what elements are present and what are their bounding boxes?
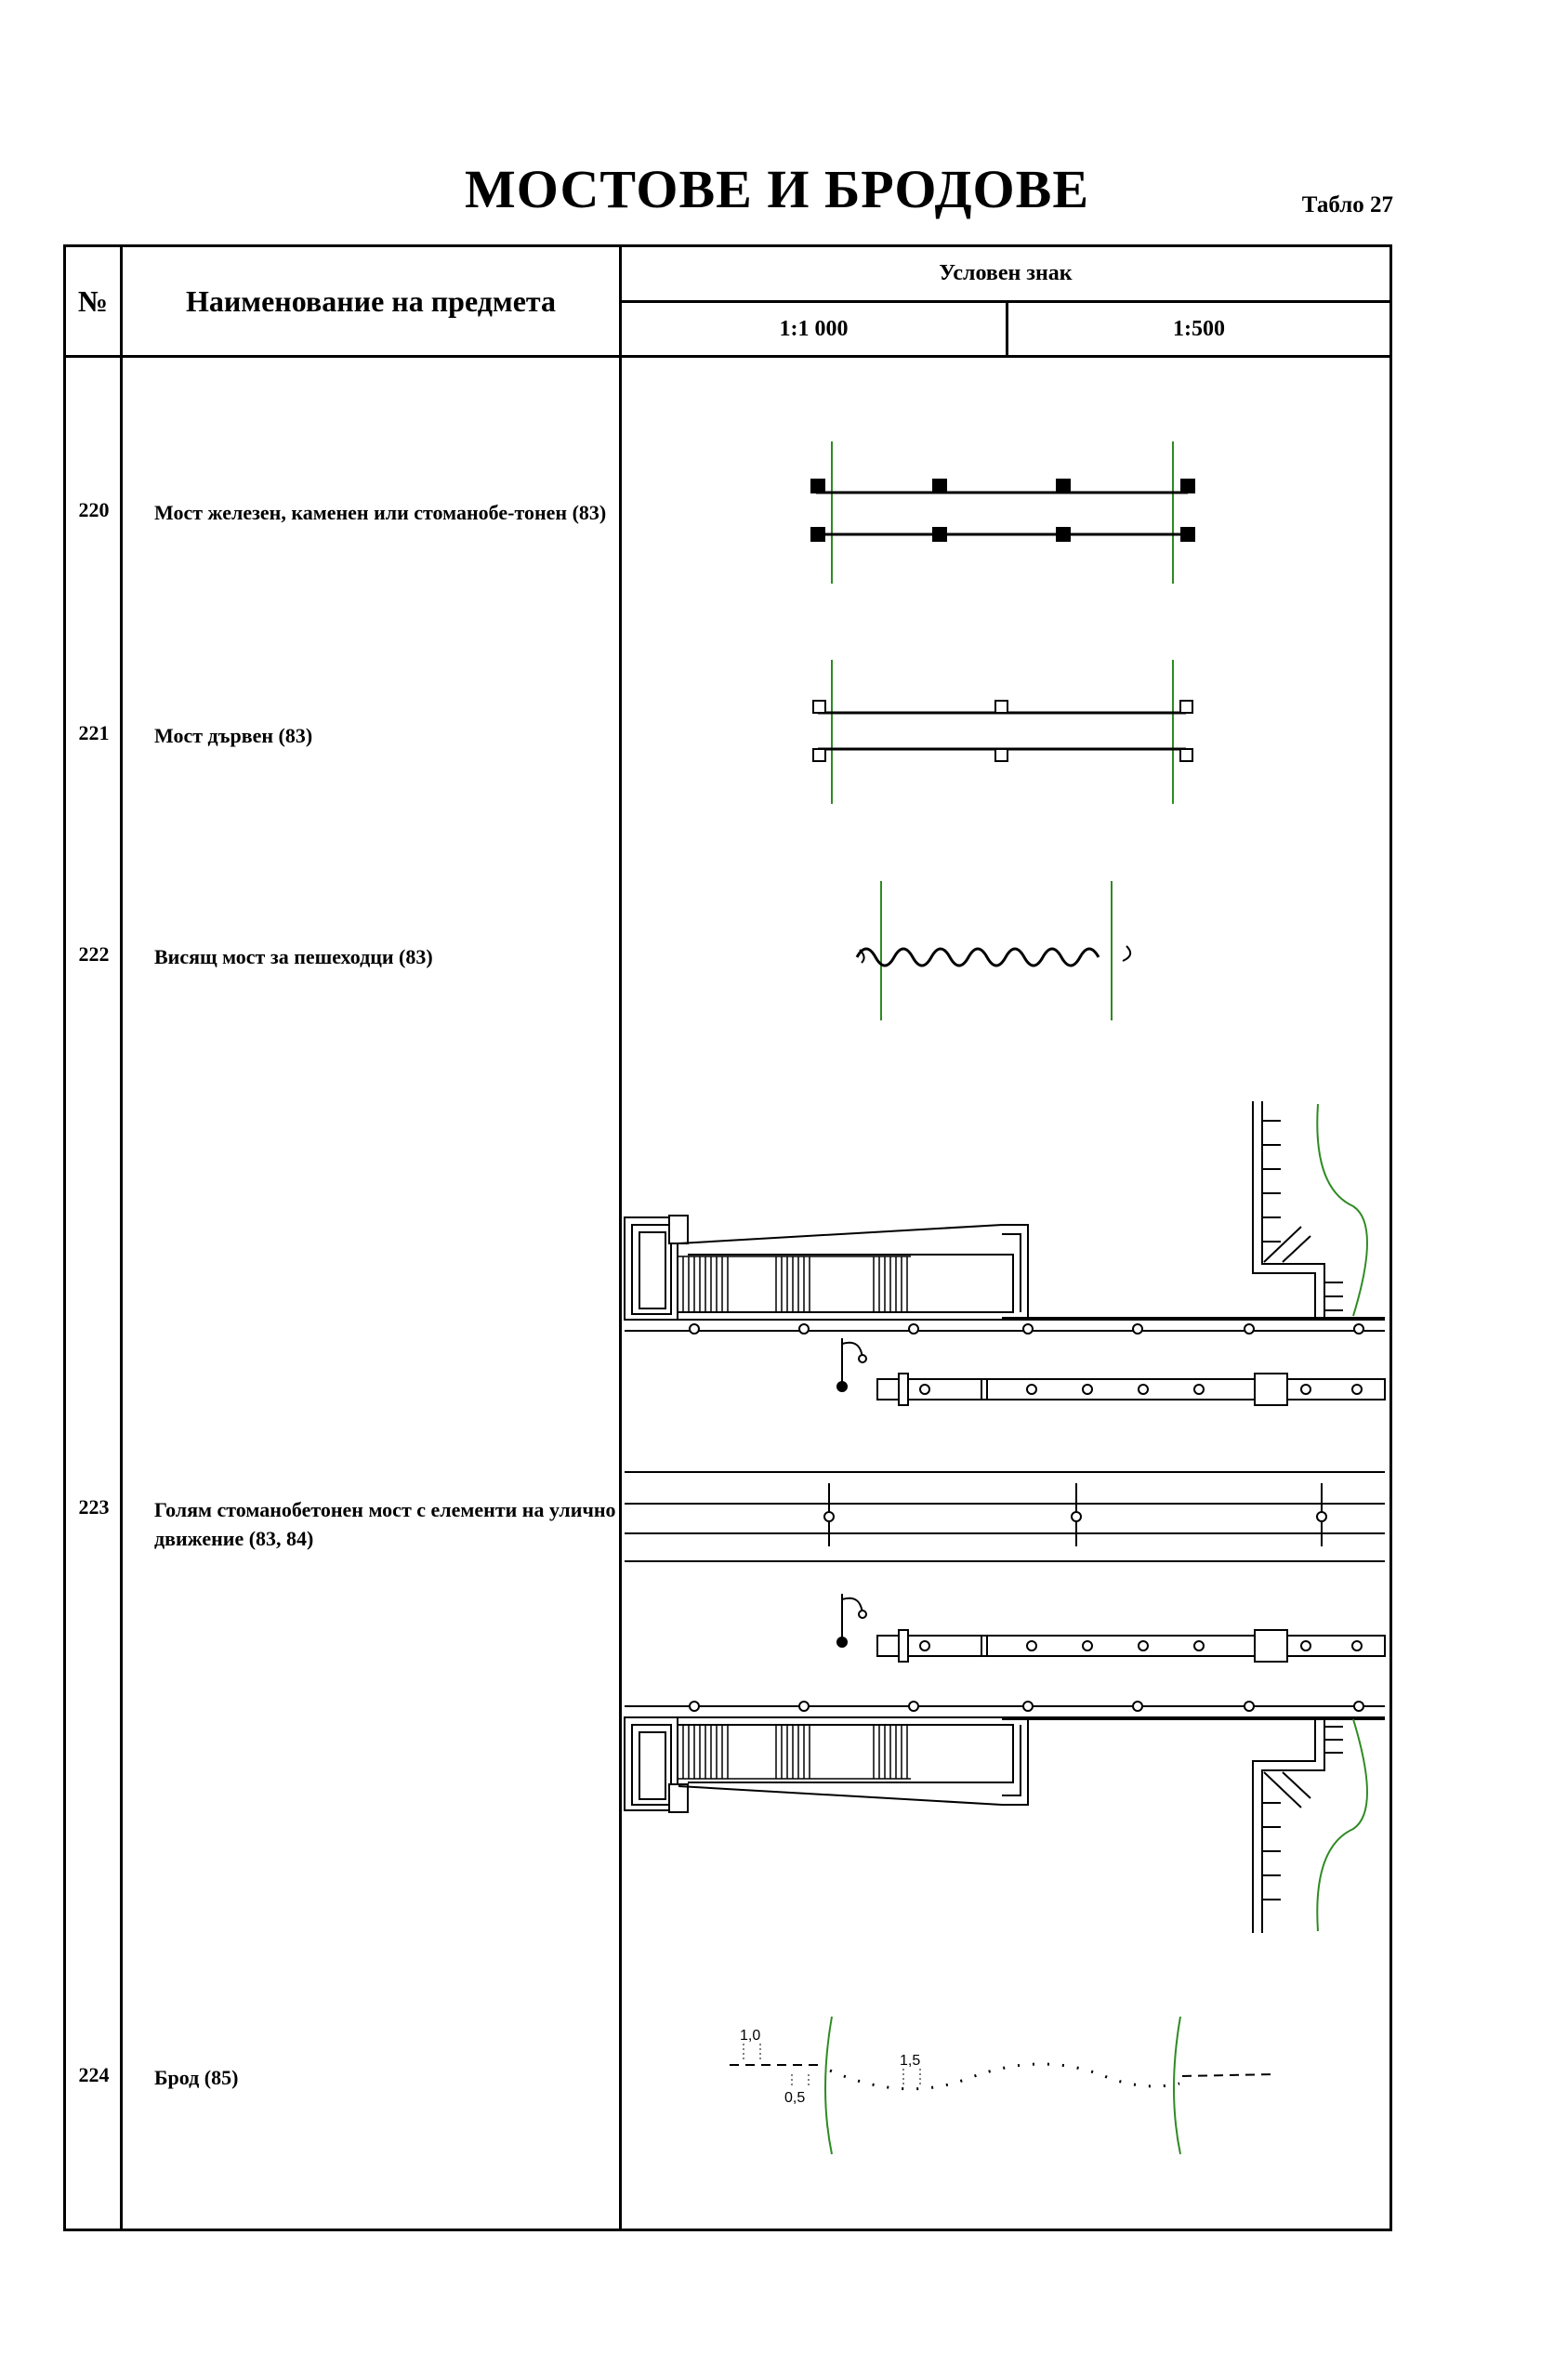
stairs-upper <box>677 1256 911 1312</box>
row-number-222: 222 <box>78 942 110 966</box>
header-scale-500: 1:500 <box>1173 316 1225 341</box>
ford-depth-label-1: 1,0 <box>740 2028 761 2044</box>
symbol-bridge-iron <box>810 441 1195 584</box>
row-number-223: 223 <box>78 1495 110 1519</box>
symbol-ford <box>730 2017 1275 2154</box>
header-number: № <box>77 283 109 318</box>
symbol-bridge-wooden <box>813 660 1192 804</box>
row-name-221: Мост дървен (83) <box>154 724 313 747</box>
row-number-221: 221 <box>78 721 110 744</box>
row-name-223: Голям стоманобетонен мост с елементи на улично движение (83, 84) <box>154 1498 616 1550</box>
header-scale-1000: 1:1 000 <box>779 316 849 341</box>
row-name-224: Брод (85) <box>154 2066 239 2089</box>
stairs-lower <box>677 1725 911 1779</box>
row-number-220: 220 <box>78 498 110 521</box>
header-sign: Условен знак <box>939 261 1073 285</box>
page-title: МОСТОВЕ И БРОДОВЕ <box>464 159 1090 219</box>
tablo-number: Табло 27 <box>1301 192 1393 217</box>
row-number-224: 224 <box>78 2063 110 2086</box>
symbol-bridge-suspension <box>857 881 1130 1020</box>
ford-depth-label-2: 0,5 <box>784 2090 806 2106</box>
row-name-222: Висящ мост за пешеходци (83) <box>154 945 433 968</box>
row-name-220: Мост железен, каменен или стоманобе-тонен (83) <box>154 501 607 524</box>
symbol-bridge-large-concrete <box>625 1101 1385 1933</box>
ford-depth-label-3: 1,5 <box>900 2053 921 2069</box>
header-name: Наименование на предмета <box>185 283 557 318</box>
